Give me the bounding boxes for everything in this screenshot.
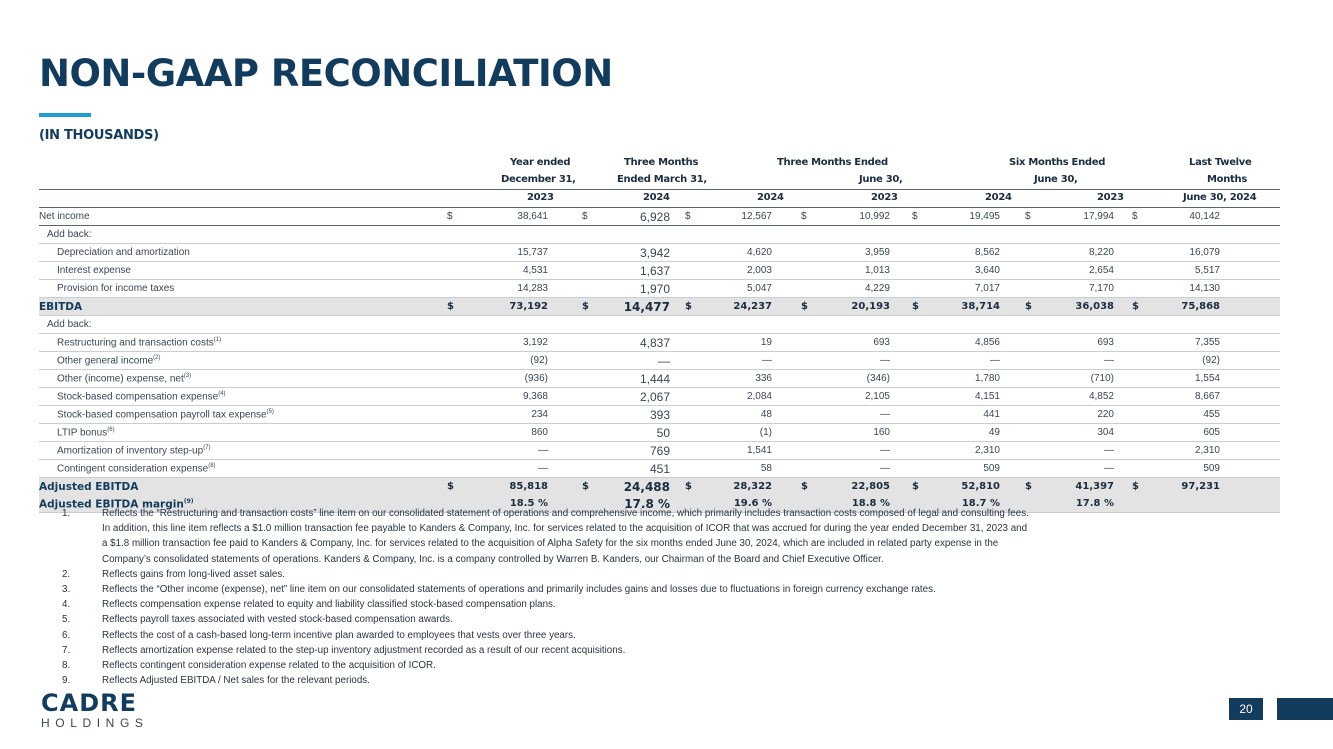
cell-value: 2,084	[746, 391, 772, 402]
row-label-text: Net income	[39, 211, 90, 222]
cell-value: 441	[983, 409, 1000, 420]
footnote-line: Company’s consolidated statements of operations. Kanders & Company, Inc. is a company controlled by Warren B. Kanders, our Chairman of the Board and Chief Executive Officer.	[102, 553, 884, 565]
cell-value: 24,237	[733, 301, 772, 312]
cell-value: 3,959	[864, 247, 890, 258]
currency-symbol: $	[582, 481, 589, 492]
footnote-number: 4.	[62, 599, 71, 611]
currency-symbol: $	[1025, 301, 1032, 312]
cell-value: 41,397	[1075, 481, 1114, 492]
table-row	[39, 208, 1280, 226]
cell-value: 20,193	[851, 301, 890, 312]
table-row	[39, 352, 1280, 370]
footnotes	[62, 506, 1262, 688]
cell-value: 509	[1203, 463, 1220, 474]
cell-value: 16,079	[1189, 247, 1220, 258]
cell-value: (346)	[866, 373, 890, 384]
currency-symbol: $	[685, 211, 691, 222]
footnote-line: Reflects payroll taxes associated with vested stock-based compensation awards.	[102, 614, 453, 626]
row-label	[57, 427, 115, 438]
footnote-line: Reflects the cost of a cash-based long-term incentive plan awarded to employees that vests over three years.	[102, 629, 576, 641]
row-label-text: Adjusted EBITDA	[39, 481, 139, 493]
cell-value: 18.7 %	[961, 498, 1000, 509]
cell-value: 15,737	[517, 247, 548, 258]
table-body	[39, 208, 1280, 513]
cell-value: —	[880, 463, 890, 474]
cell-value: 24,488	[623, 480, 670, 494]
footnote-ref: (6)	[107, 427, 115, 433]
row-label-text: Stock-based compensation payroll tax expense	[57, 409, 267, 421]
header-three-months-ended: Three Months Ended	[777, 157, 888, 168]
footnote-line: Reflects compensation expense related to equity and liability classified stock-based compensation plans.	[102, 599, 556, 611]
cell-value: 860	[531, 427, 548, 438]
row-label	[57, 337, 221, 348]
footnote-item	[62, 582, 1262, 597]
row-label-text: Contingent consideration expense	[57, 463, 209, 475]
currency-symbol: $	[801, 211, 807, 222]
header-ended-march-31: Ended March 31,	[617, 174, 707, 185]
currency-symbol: $	[912, 301, 919, 312]
footnote-line: Reflects amortization expense related to the step-up inventory adjustment recorded as a result of our recent acquisitions.	[102, 644, 626, 656]
header-col-2023-q2: 2023	[871, 192, 898, 203]
currency-symbol: $	[1132, 481, 1139, 492]
cell-value: 6,928	[639, 210, 670, 224]
cell-value: 49	[988, 427, 1000, 438]
cell-value: 1,013	[864, 265, 890, 276]
footnote-number: 8.	[62, 660, 71, 672]
row-label	[47, 319, 91, 330]
footnote-number: 5.	[62, 614, 71, 626]
footnote-item	[62, 643, 1262, 658]
cell-value: 1,541	[746, 445, 772, 456]
cell-value: 9,368	[522, 391, 548, 402]
cell-value: 1,444	[639, 372, 670, 386]
header-col-2023-6m: 2023	[1097, 192, 1124, 203]
footnote-item	[62, 612, 1262, 627]
cell-value: 3,192	[522, 337, 548, 348]
table-row	[39, 334, 1280, 352]
cell-value: 28,322	[733, 481, 772, 492]
cell-value: 2,003	[746, 265, 772, 276]
footnote-line: Reflects contingent consideration expense related to the acquisition of ICOR.	[102, 660, 436, 672]
cell-value: 1,780	[974, 373, 1000, 384]
cell-value: 19	[760, 337, 772, 348]
cell-value: 18.5 %	[509, 498, 548, 509]
footnote-number: 2.	[62, 568, 71, 580]
cell-value: 7,355	[1194, 337, 1220, 348]
header-six-months-ended: Six Months Ended	[1009, 157, 1106, 168]
table-row	[39, 478, 1280, 495]
cell-value: 14,283	[517, 283, 548, 294]
footnote-number: 7.	[62, 644, 71, 656]
page-title: NON-GAAP RECONCILIATION	[39, 52, 613, 95]
header-col-2024-6m: 2024	[985, 192, 1012, 203]
row-label-text: Amortization of inventory step-up	[57, 445, 204, 457]
cell-value: 97,231	[1181, 481, 1220, 492]
row-label	[57, 355, 161, 366]
cell-value: 14,477	[623, 300, 670, 314]
header-months: Months	[1207, 174, 1247, 185]
cell-value: 50	[656, 426, 670, 440]
cell-value: 40,142	[1189, 211, 1220, 222]
header-june-30-six: June 30,	[1034, 174, 1078, 185]
currency-symbol: $	[447, 481, 454, 492]
row-label-text: LTIP bonus	[57, 427, 108, 439]
cell-value: 234	[531, 409, 548, 420]
table-row	[39, 388, 1280, 406]
row-label-text: Other (income) expense, net	[57, 373, 184, 385]
cell-value: (92)	[1202, 355, 1220, 366]
row-label	[39, 301, 82, 313]
currency-symbol: $	[447, 301, 454, 312]
cell-value: 2,067	[639, 390, 670, 404]
currency-symbol: $	[801, 301, 808, 312]
cell-value: —	[538, 463, 548, 474]
cell-value: (710)	[1090, 373, 1114, 384]
cell-value: —	[1104, 355, 1114, 366]
row-label	[57, 463, 216, 474]
cell-value: 693	[873, 337, 890, 348]
header-col-ltm: June 30, 2024	[1183, 192, 1257, 203]
footnote-ref: (8)	[208, 463, 216, 469]
cell-value: 2,105	[864, 391, 890, 402]
cell-value: 3,942	[639, 246, 670, 260]
cell-value: 693	[1097, 337, 1114, 348]
cell-value: —	[538, 445, 548, 456]
footnote-ref: (1)	[213, 337, 222, 343]
header-col-2024-q1: 2024	[643, 192, 670, 203]
currency-symbol: $	[1025, 211, 1031, 222]
currency-symbol: $	[685, 481, 692, 492]
logo-name: CADRE	[41, 689, 137, 717]
cell-value: 38,714	[961, 301, 1000, 312]
cell-value: 160	[873, 427, 890, 438]
page-number: 20	[1229, 698, 1263, 720]
cell-value: 38,641	[517, 211, 548, 222]
row-label-text: Add back:	[47, 229, 92, 240]
cell-value: —	[880, 355, 890, 366]
cell-value: 4,620	[746, 247, 772, 258]
row-label-text: Other general income	[57, 355, 154, 367]
currency-symbol: $	[1025, 481, 1032, 492]
row-label	[47, 229, 91, 240]
cell-value: 19,495	[969, 211, 1000, 222]
cell-value: 8,562	[974, 247, 1000, 258]
cell-value: 7,170	[1088, 283, 1114, 294]
header-june-30-q: June 30,	[859, 174, 903, 185]
cell-value: 2,310	[974, 445, 1000, 456]
cell-value: 7,017	[974, 283, 1000, 294]
row-label	[57, 373, 191, 384]
cell-value: —	[762, 355, 772, 366]
cell-value: 14,130	[1189, 283, 1220, 294]
cell-value: 2,310	[1194, 445, 1220, 456]
currency-symbol: $	[912, 211, 918, 222]
cell-value: 2,654	[1088, 265, 1114, 276]
table-row	[39, 406, 1280, 424]
footnote-number: 6.	[62, 629, 71, 641]
cell-value: —	[658, 354, 670, 368]
page-subtitle: (IN THOUSANDS)	[39, 128, 159, 143]
header-december-31: December 31,	[501, 174, 576, 185]
table-row	[39, 460, 1280, 478]
header-col-2024-q2: 2024	[757, 192, 784, 203]
cell-value: 393	[649, 408, 670, 422]
cell-value: 4,837	[639, 336, 670, 350]
cell-value: 17.8 %	[1075, 498, 1114, 509]
cell-value: 19.6 %	[733, 498, 772, 509]
cell-value: 1,554	[1194, 373, 1220, 384]
footnote-line: Reflects the “Restructuring and transaction costs” line item on our consolidated statement of operations and comprehensive income, which primarily includes transaction costs composed of legal and consulting fees.	[102, 508, 1029, 519]
row-label-text: Depreciation and amortization	[57, 247, 190, 258]
cell-value: —	[880, 409, 890, 420]
footnote-ref: (2)	[153, 355, 161, 361]
row-label	[57, 445, 211, 456]
cell-value: 5,047	[746, 283, 772, 294]
cell-value: 85,818	[509, 481, 548, 492]
currency-symbol: $	[1132, 301, 1139, 312]
currency-symbol: $	[801, 481, 808, 492]
header-three-months: Three Months	[624, 157, 699, 168]
cell-value: 4,229	[864, 283, 890, 294]
cell-value: 455	[1203, 409, 1220, 420]
cell-value: 18.8 %	[851, 498, 890, 509]
cell-value: (936)	[524, 373, 548, 384]
cell-value: 605	[1203, 427, 1220, 438]
footnote-number: 9.	[62, 675, 71, 687]
currency-symbol: $	[582, 211, 588, 222]
cell-value: 5,517	[1194, 265, 1220, 276]
table-row	[39, 298, 1280, 316]
cell-value: 220	[1097, 409, 1114, 420]
footnote-number: 3.	[62, 584, 71, 596]
row-label-text: Restructuring and transaction costs	[57, 337, 214, 349]
footnote-ref: (5)	[266, 409, 274, 415]
row-label	[57, 247, 190, 258]
currency-symbol: $	[582, 301, 589, 312]
footnote-ref: (3)	[183, 373, 192, 379]
header-row-3	[39, 190, 1280, 208]
footnote-line: Reflects Adjusted EBITDA / Net sales for the relevant periods.	[102, 675, 370, 687]
footnote-number: 1.	[62, 508, 71, 519]
row-label-text: Stock-based compensation expense	[57, 391, 219, 403]
footnote-item	[62, 673, 1262, 688]
table-row	[39, 244, 1280, 262]
table-row	[39, 226, 1280, 244]
cell-value: 10,992	[859, 211, 890, 222]
cell-value: 17.8 %	[624, 497, 670, 511]
row-label-text: Interest expense	[57, 265, 131, 276]
logo-subtitle: HOLDINGS	[41, 716, 149, 730]
footnote-item	[62, 658, 1262, 673]
footnote-line: a $1.8 million transaction fee paid to Kanders & Company, Inc. for services related to the acquisition of Alpha Safety for the six months ended June 30, 2024, which are included in related party expense in the	[102, 538, 999, 550]
cell-value: 4,531	[522, 265, 548, 276]
title-accent-bar	[39, 113, 91, 117]
cell-value: 4,852	[1088, 391, 1114, 402]
cell-value: 8,667	[1194, 391, 1220, 402]
row-label-text: Add back:	[47, 319, 92, 330]
cell-value: 17,994	[1083, 211, 1114, 222]
cell-value: 73,192	[509, 301, 548, 312]
cell-value: 769	[649, 444, 670, 458]
table-row	[39, 262, 1280, 280]
cell-value: 75,868	[1181, 301, 1220, 312]
cell-value: 3,640	[974, 265, 1000, 276]
cell-value: (92)	[530, 355, 548, 366]
cell-value: 58	[760, 463, 772, 474]
cell-value: 36,038	[1075, 301, 1114, 312]
cell-value: 48	[760, 409, 772, 420]
row-label	[57, 265, 131, 276]
footnote-line: Reflects gains from long-lived asset sales.	[102, 568, 285, 580]
header-col-2023-ye: 2023	[527, 192, 554, 203]
cell-value: —	[1104, 445, 1114, 456]
row-label-text: Provision for income taxes	[57, 283, 175, 294]
row-label-text: Adjusted EBITDA margin	[39, 498, 184, 511]
cell-value: 1,970	[639, 282, 670, 296]
footnote-ref: (7)	[203, 445, 211, 451]
cell-value: 1,637	[639, 264, 670, 278]
footnote-ref: (9)	[183, 498, 194, 505]
currency-symbol: $	[912, 481, 919, 492]
table-row	[39, 370, 1280, 388]
cell-value: —	[880, 445, 890, 456]
table-row	[39, 442, 1280, 460]
cell-value: 509	[983, 463, 1000, 474]
footnote-item	[62, 506, 1262, 567]
footnote-item	[62, 567, 1262, 582]
header-year-ended: Year ended	[510, 157, 571, 168]
cell-value: (1)	[759, 427, 772, 438]
currency-symbol: $	[1132, 211, 1138, 222]
cell-value: 4,151	[974, 391, 1000, 402]
table-row	[39, 424, 1280, 442]
cell-value: 12,567	[741, 211, 772, 222]
header-row-2	[39, 172, 1280, 190]
reconciliation-table	[39, 155, 1280, 513]
currency-symbol: $	[685, 301, 692, 312]
footnote-item	[62, 628, 1262, 643]
cell-value: 4,856	[974, 337, 1000, 348]
header-row-1	[39, 155, 1280, 172]
cell-value: 22,805	[851, 481, 890, 492]
company-logo	[41, 691, 148, 730]
cell-value: 304	[1097, 427, 1114, 438]
cell-value: —	[1104, 463, 1114, 474]
footnote-line: In addition, this line item reflects a $1.0 million transaction fee payable to Kanders & Company, Inc. for services related to the acquisition of ICOR that was accrued for during the year ended December 31, 2023 and	[102, 523, 1028, 535]
header-last-twelve: Last Twelve	[1189, 157, 1252, 168]
row-label-text: EBITDA	[39, 301, 83, 313]
cell-value: 451	[649, 462, 670, 476]
table-row	[39, 316, 1280, 334]
cell-value: —	[990, 355, 1000, 366]
currency-symbol: $	[447, 211, 453, 222]
row-label	[57, 409, 274, 420]
row-label	[39, 481, 138, 493]
row-label	[57, 283, 174, 294]
cell-value: 52,810	[961, 481, 1000, 492]
cell-value: 8,220	[1088, 247, 1114, 258]
footnote-ref: (4)	[218, 391, 226, 397]
table-row	[39, 280, 1280, 298]
footer-accent-bar	[1277, 698, 1333, 720]
footnote-item	[62, 597, 1262, 612]
footnote-line: Reflects the “Other income (expense), net” line item on our consolidated statements of operations and primarily includes gains and losses due to fluctuations in foreign currency exchange rates.	[102, 584, 936, 596]
row-label	[57, 391, 226, 402]
cell-value: 336	[755, 373, 772, 384]
row-label	[39, 211, 90, 222]
